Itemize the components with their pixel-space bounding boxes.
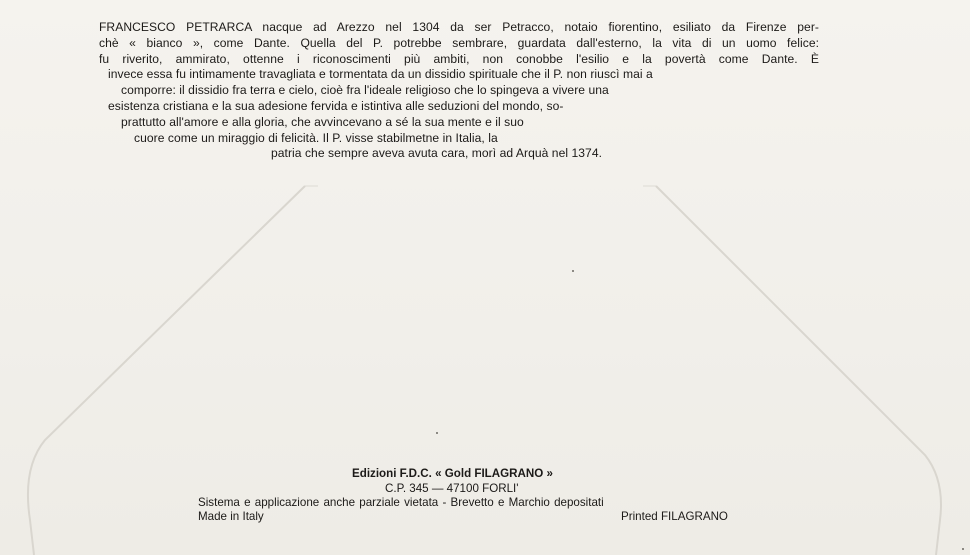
paper-speck: [962, 548, 964, 550]
biography-line: comporre: il dissidio fra terra e cielo, cioè fra l'ideale religioso che lo spingeva a vivere una: [121, 83, 609, 98]
made-in-notice: Made in Italy: [198, 510, 264, 523]
paper-speck: [572, 270, 574, 272]
biography-line: esistenza cristiana e la sua adesione fervida e istintiva alle seduzioni del mondo, so-: [108, 98, 564, 113]
biography-line: prattutto all'amore e alla gloria, che avvincevano a sé la sua mente e il suo: [121, 114, 524, 129]
paper-speck: [436, 432, 438, 434]
rights-notice: Sistema e applicazione anche parziale vietata - Brevetto e Marchio depositati: [198, 496, 604, 509]
publisher-address: C.P. 345 — 47100 FORLI': [385, 482, 519, 495]
biography-line: FRANCESCO PETRARCA nacque ad Arezzo nel 1304 da ser Petracco, notaio fiorentino, esiliato da Firenze per-: [99, 20, 819, 34]
flap-right-edge: [656, 186, 941, 555]
biography-line: fu riverito, ammirato, ottenne i riconoscimenti più ambiti, non conobbe l'esilio e la povertà come Dante. È: [99, 51, 819, 66]
petrarca-biography: [99, 20, 819, 162]
printed-by-notice: Printed FILAGRANO: [621, 510, 728, 523]
biography-line: patria che sempre aveva avuta cara, morì ad Arquà nel 1374.: [271, 146, 603, 161]
biography-line: cuore come un miraggio di felicità. Il P. visse stabilmetne in Italia, la: [134, 130, 498, 145]
biography-line: chè « bianco », come Dante. Quella del P. potrebbe sembrare, guardata dall'esterno, la vita di un uomo felice:: [99, 35, 819, 50]
biography-line: invece essa fu intimamente travagliata e tormentata da un dissidio spirituale che il P. non riuscì mai a: [108, 67, 653, 82]
publisher-title: Edizioni F.D.C. « Gold FILAGRANO »: [352, 467, 553, 480]
